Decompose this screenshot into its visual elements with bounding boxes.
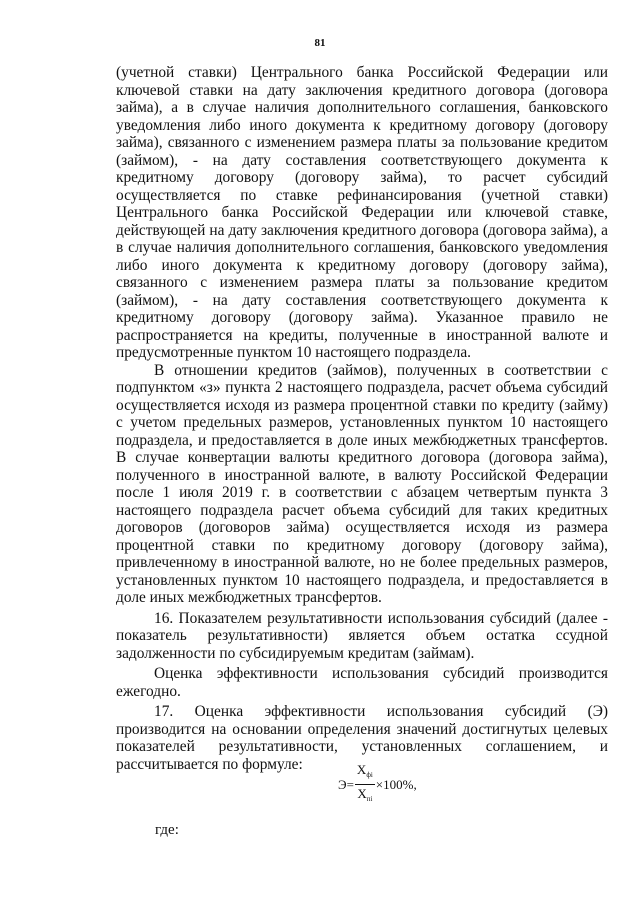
formula-fraction: [355, 762, 375, 807]
numerator-subscript: фi: [366, 771, 373, 779]
formula-tail: ×100%,: [375, 776, 417, 792]
formula-denominator: [355, 785, 374, 807]
paragraph-item-17: 17. Оценка эффективности использования субсидий (Э) производится на основании определения значений достигнутых целевых показателей результативности, установленных соглашением, и рассчитывается по формуле:: [116, 703, 608, 773]
page-number: 81: [314, 37, 326, 49]
efficiency-formula: [338, 762, 417, 807]
paragraph-item-16: 16. Показателем результативности использования субсидий (далее - показатель результативности) является объем остатка ссудной задолженности по субсидируемым кредитам (займам).: [116, 609, 608, 662]
formula-lhs: Э=: [338, 776, 354, 792]
paragraph-continuation: (учетной ставки) Центрального банка Российской Федерации или ключевой ставки на дату заключения кредитного договора (договора займа), а в случае наличия дополнительного соглашения, банковского уведомления либо иного документа к кредитному договору (договору займа), связанного с изменением размера платы за пользование кредитом (займом), - на дату составления соответствующего документа к кредитному договору (договору займа), то расчет субсидий осуществляется по ставке рефинансирования (учетной ставки) Центрального банка Российской Федерации или ключевой ставке, действующей на дату заключения кредитного договора (договора займа), а в случае наличия дополнительного соглашения, банковского уведомления либо иного документа к кредитному договору (договору займа), связанного с изменением размера платы за пользование кредитом (займом), - на дату составления соответствующего документа к кредитному договору (договору займа). Указанное правило не распространяется на кредиты, полученные в иностранной валюте и предусмотренные пунктом 10 настоящего подраздела.: [116, 64, 608, 361]
paragraph-annual-assessment: Оценка эффективности использования субсидий производится ежегодно.: [116, 665, 608, 700]
where-label: где:: [155, 822, 179, 838]
body-text: [116, 64, 608, 773]
denominator-base: Х: [357, 786, 367, 801]
formula-numerator: [355, 762, 375, 785]
paragraph-loans-z: В отношении кредитов (займов), полученных в соответствии с подпунктом «з» пункта 2 настоящего подраздела, расчет объема субсидий осуществляется исходя из размера процентной ставки по кредиту (займу) с учетом предельных размеров, установленных пунктом 10 настоящего подраздела, и предоставляется в доле иных межбюджетных трансфертов. В случае конвертации валюты кредитного договора (договора займа), полученного в иностранной валюте, в валюту Российской Федерации после 1 июля 2019 г. в соответствии с абзацем четвертым пункта 3 настоящего подраздела расчет объема субсидий для таких кредитных договоров (договоров займа) осуществляется исходя из размера процентной ставки по кредитному договору (договору займа), привлеченному в иностранной валюте, но не более предельных размеров, установленных пунктом 10 настоящего подраздела, и предоставляется в доле иных межбюджетных трансфертов.: [116, 361, 608, 606]
numerator-base: Х: [356, 762, 367, 777]
denominator-subscript: пi: [366, 795, 373, 803]
